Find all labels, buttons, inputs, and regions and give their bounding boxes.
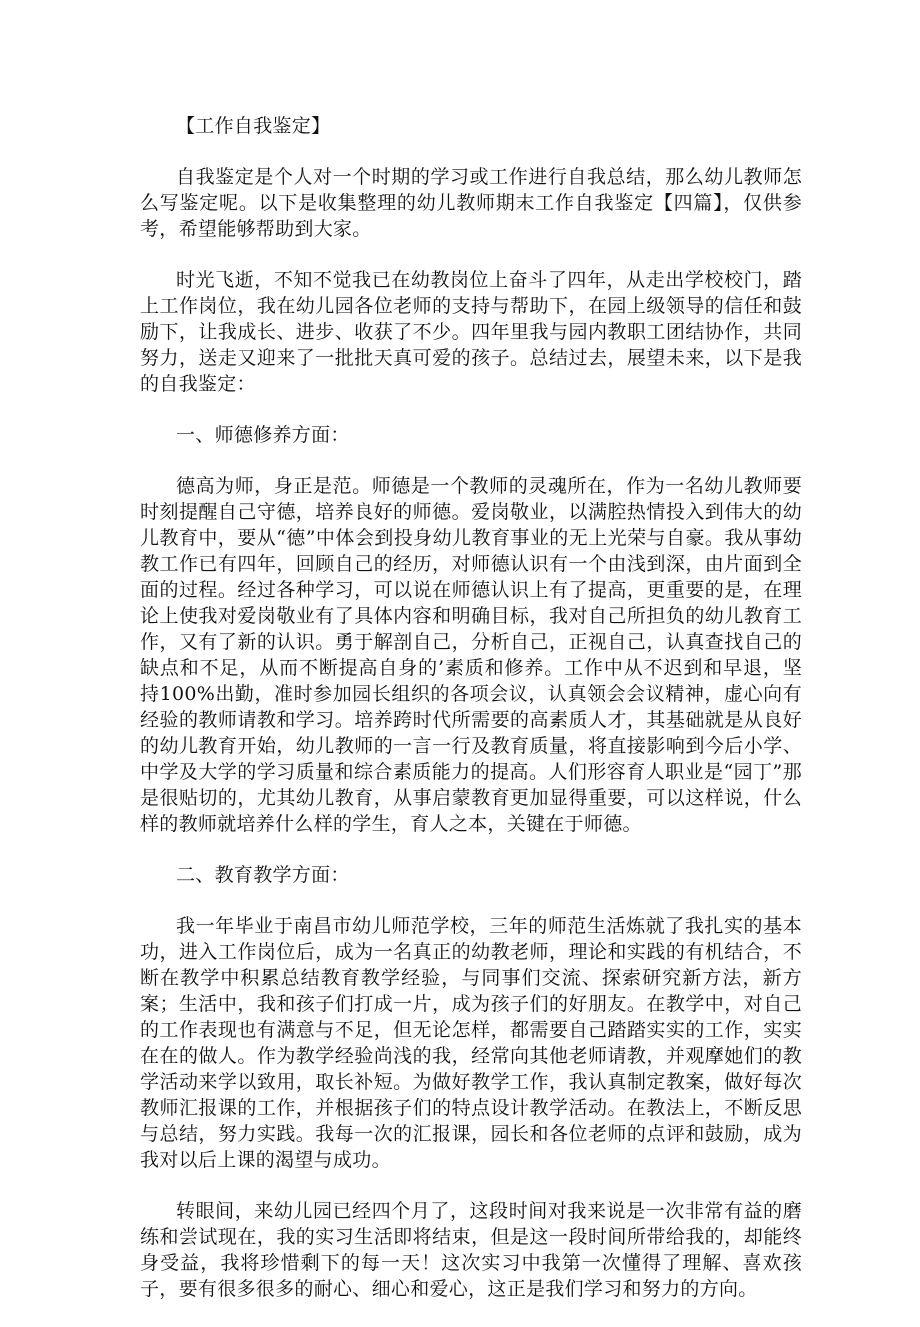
closing-paragraph: 转眼间，来幼儿园已经四个月了，这段时间对我来说是一次非常有益的磨练和尝试现在，我的实习生活即将结束，但是这一段时间所带给我的，却能终身受益，我将珍惜剩下的每一天！这次实习中我第一次懂得了理解、喜欢孩子，要有很多很多的耐心、细心和爱心，这正是我们学习和努力的方向。	[140, 1200, 802, 1300]
intro-paragraph: 自我鉴定是个人对一个时期的学习或工作进行自我总结，那么幼儿教师怎么写鉴定呢。以下是收集整理的幼儿教师期末工作自我鉴定【四篇】，仅供参考，希望能够帮助到大家。	[140, 166, 802, 240]
section-1-paragraph: 德高为师，身正是范。师德是一个教师的灵魂所在，作为一名幼儿教师要时刻提醒自己守德，培养良好的师德。爱岗敬业，以满腔热情投入到伟大的幼儿教育中，要从“德”中体会到投身幼儿教育事业的无上光荣与自豪。我从事幼教工作已有四年，回顾自己的经历，对师德认识有一个由浅到深，由片面到全面的过程。经过各种学习，可以说在师德认识上有了提高，更重要的是，在理论上使我对爱岗敬业有了具体内容和明确目标，我对自己所担负的幼儿教育工作，又有了新的认识。勇于解剖自己，分析自己，正视自己，认真查找自己的缺点和不足，从而不断提高自身的’素质和修养。工作中从不迟到和早退，坚持100%出勤，准时参加园长组织的各项会议，认真领会会议精神，虚心向有经验的教师请教和学习。培养跨时代所需要的高素质人才，其基础就是从良好的幼儿教育开始，幼儿教师的一言一行及教育质量，将直接影响到今后小学、中学及大学的学习质量和综合素质能力的提高。人们形容育人职业是“园丁”那是很贴切的，尤其幼儿教育，从事启蒙教育更加显得重要，可以这样说，什么样的教师就培养什么样的学生，育人之本，关键在于师德。	[140, 475, 802, 835]
document-body	[140, 113, 802, 1327]
section-1-title: 一、师德修养方面：	[176, 424, 350, 446]
opening-paragraph: 时光飞逝，不知不觉我已在幼教岗位上奋斗了四年，从走出学校校门，踏上工作岗位，我在幼儿园各位老师的支持与帮助下，在园上级领导的信任和鼓励下，让我成长、进步、收获了不少。四年里我与园内教职工团结协作，共同努力，送走又迎来了一批批天真可爱的孩子。总结过去，展望未来，以下是我的自我鉴定：	[140, 269, 802, 395]
document-heading: 【工作自我鉴定】	[176, 115, 331, 137]
section-2-paragraph: 我一年毕业于南昌市幼儿师范学校，三年的师范生活炼就了我扎实的基本功，进入工作岗位后，成为一名真正的幼教老师，理论和实践的有机结合，不断在教学中积累总结教育教学经验，与同事们交流、探索研究新方法，新方案；生活中，我和孩子们打成一片，成为孩子们的好朋友。在教学中，对自己的工作表现也有满意与不足，但无论怎样，都需要自己踏踏实实的工作，实实在在的做人。作为教学经验尚浅的我，经常向其他老师请教，并观摩她们的教学活动来学以致用，取长补短。为做好教学工作，我认真制定教案，做好每次教师汇报课的工作，并根据孩子们的特点设计教学活动。在教法上，不断反思与总结，努力实践。我每一次的汇报课，园长和各位老师的点评和鼓励，成为我对以后上课的渴望与成功。	[140, 915, 802, 1171]
section-2-title: 二、教育教学方面：	[176, 864, 350, 886]
